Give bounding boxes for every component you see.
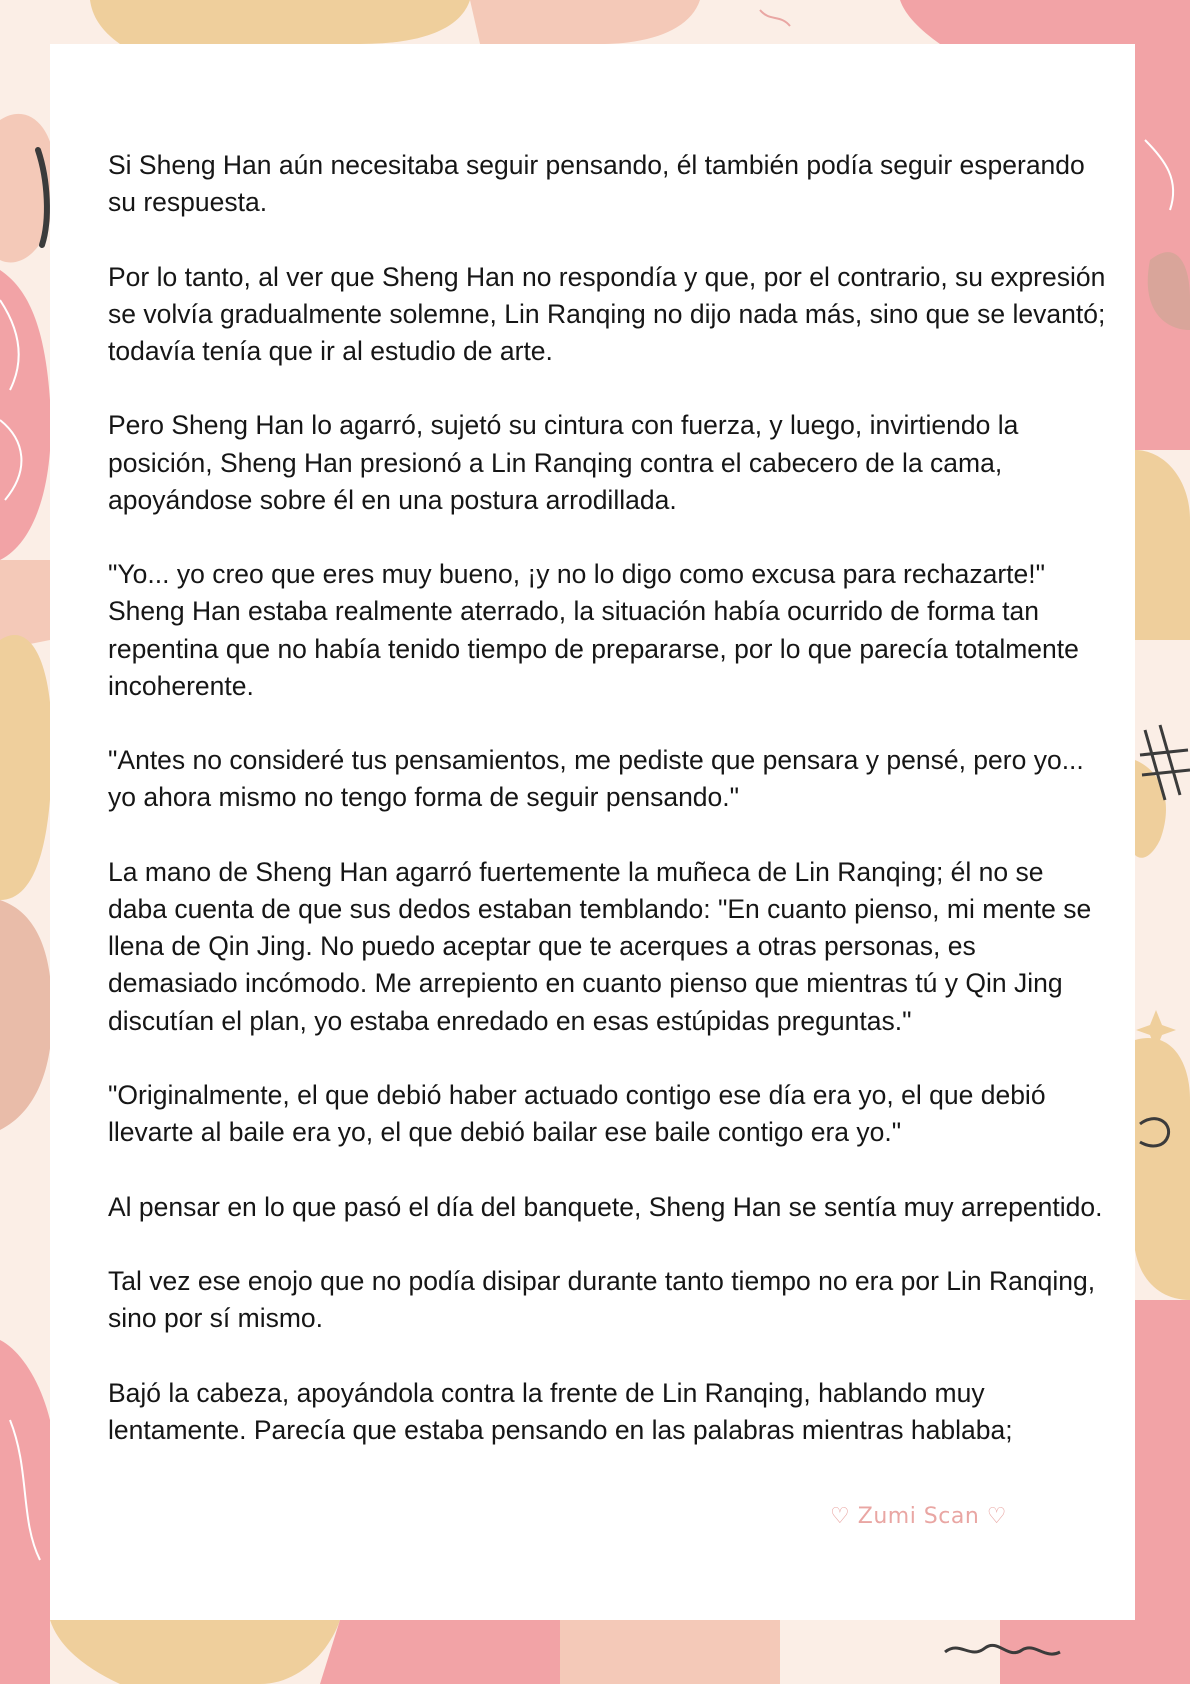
paragraph: Por lo tanto, al ver que Sheng Han no respondía y que, por el contrario, su expresión se volvía gradualmente solemne, Lin Ranqing no dijo nada más, sino que se levantó; todavía tenía que ir al estudio de arte. bbox=[108, 261, 1106, 366]
paragraph: Al pensar en lo que pasó el día del banquete, Sheng Han se sentía muy arrepentido. bbox=[108, 1191, 1103, 1222]
paragraph: "Yo... yo creo que eres muy bueno, ¡y no lo digo como excusa para rechazarte!" Sheng Han estaba realmente aterrado, la situación había ocurrido de forma tan repentina que no había tenido tiempo de prepararse, por lo que parecía totalmente incoherente. bbox=[108, 559, 1079, 701]
paragraph: La mano de Sheng Han agarró fuertemente la muñeca de Lin Ranqing; él no se daba cuenta de que sus dedos estaban temblando: "En cuanto pienso, mi mente se llena de Qin Jing. No puedo aceptar que te acerques a otras personas, es demasiado incómodo. Me arrepiento en cuanto pienso que mientras tú y Qin Jing discutían el plan, yo estaba enredado en esas estúpidas preguntas." bbox=[108, 856, 1092, 1036]
paragraph: Bajó la cabeza, apoyándola contra la frente de Lin Ranqing, hablando muy lentamente. Parecía que estaba pensando en las palabras mientras hablaba; bbox=[108, 1377, 1013, 1445]
document-page bbox=[50, 44, 1135, 1620]
paragraph: "Originalmente, el que debió haber actuado contigo ese día era yo, el que debió llevarte al baile era yo, el que debió bailar ese baile contigo era yo." bbox=[108, 1079, 1046, 1148]
paragraph: Si Sheng Han aún necesitaba seguir pensando, él también podía seguir esperando su respuesta. bbox=[108, 150, 1085, 218]
paragraph: Pero Sheng Han lo agarró, sujetó su cintura con fuerza, y luego, invirtiendo la posición, Sheng Han presionó a Lin Ranqing contra el cabecero de la cama, apoyándose sobre él en una postura arrodillada. bbox=[108, 410, 1019, 515]
paragraph: "Antes no consideré tus pensamientos, me pediste que pensara y pensé, pero yo... yo ahora mismo no tengo forma de seguir pensando." bbox=[108, 745, 1084, 813]
body-text bbox=[108, 147, 1108, 1486]
watermark: ♡ Zumi Scan ♡ bbox=[830, 1504, 1007, 1529]
paragraph: Tal vez ese enojo que no podía disipar durante tanto tiempo no era por Lin Ranqing, sino por sí mismo. bbox=[108, 1265, 1096, 1334]
